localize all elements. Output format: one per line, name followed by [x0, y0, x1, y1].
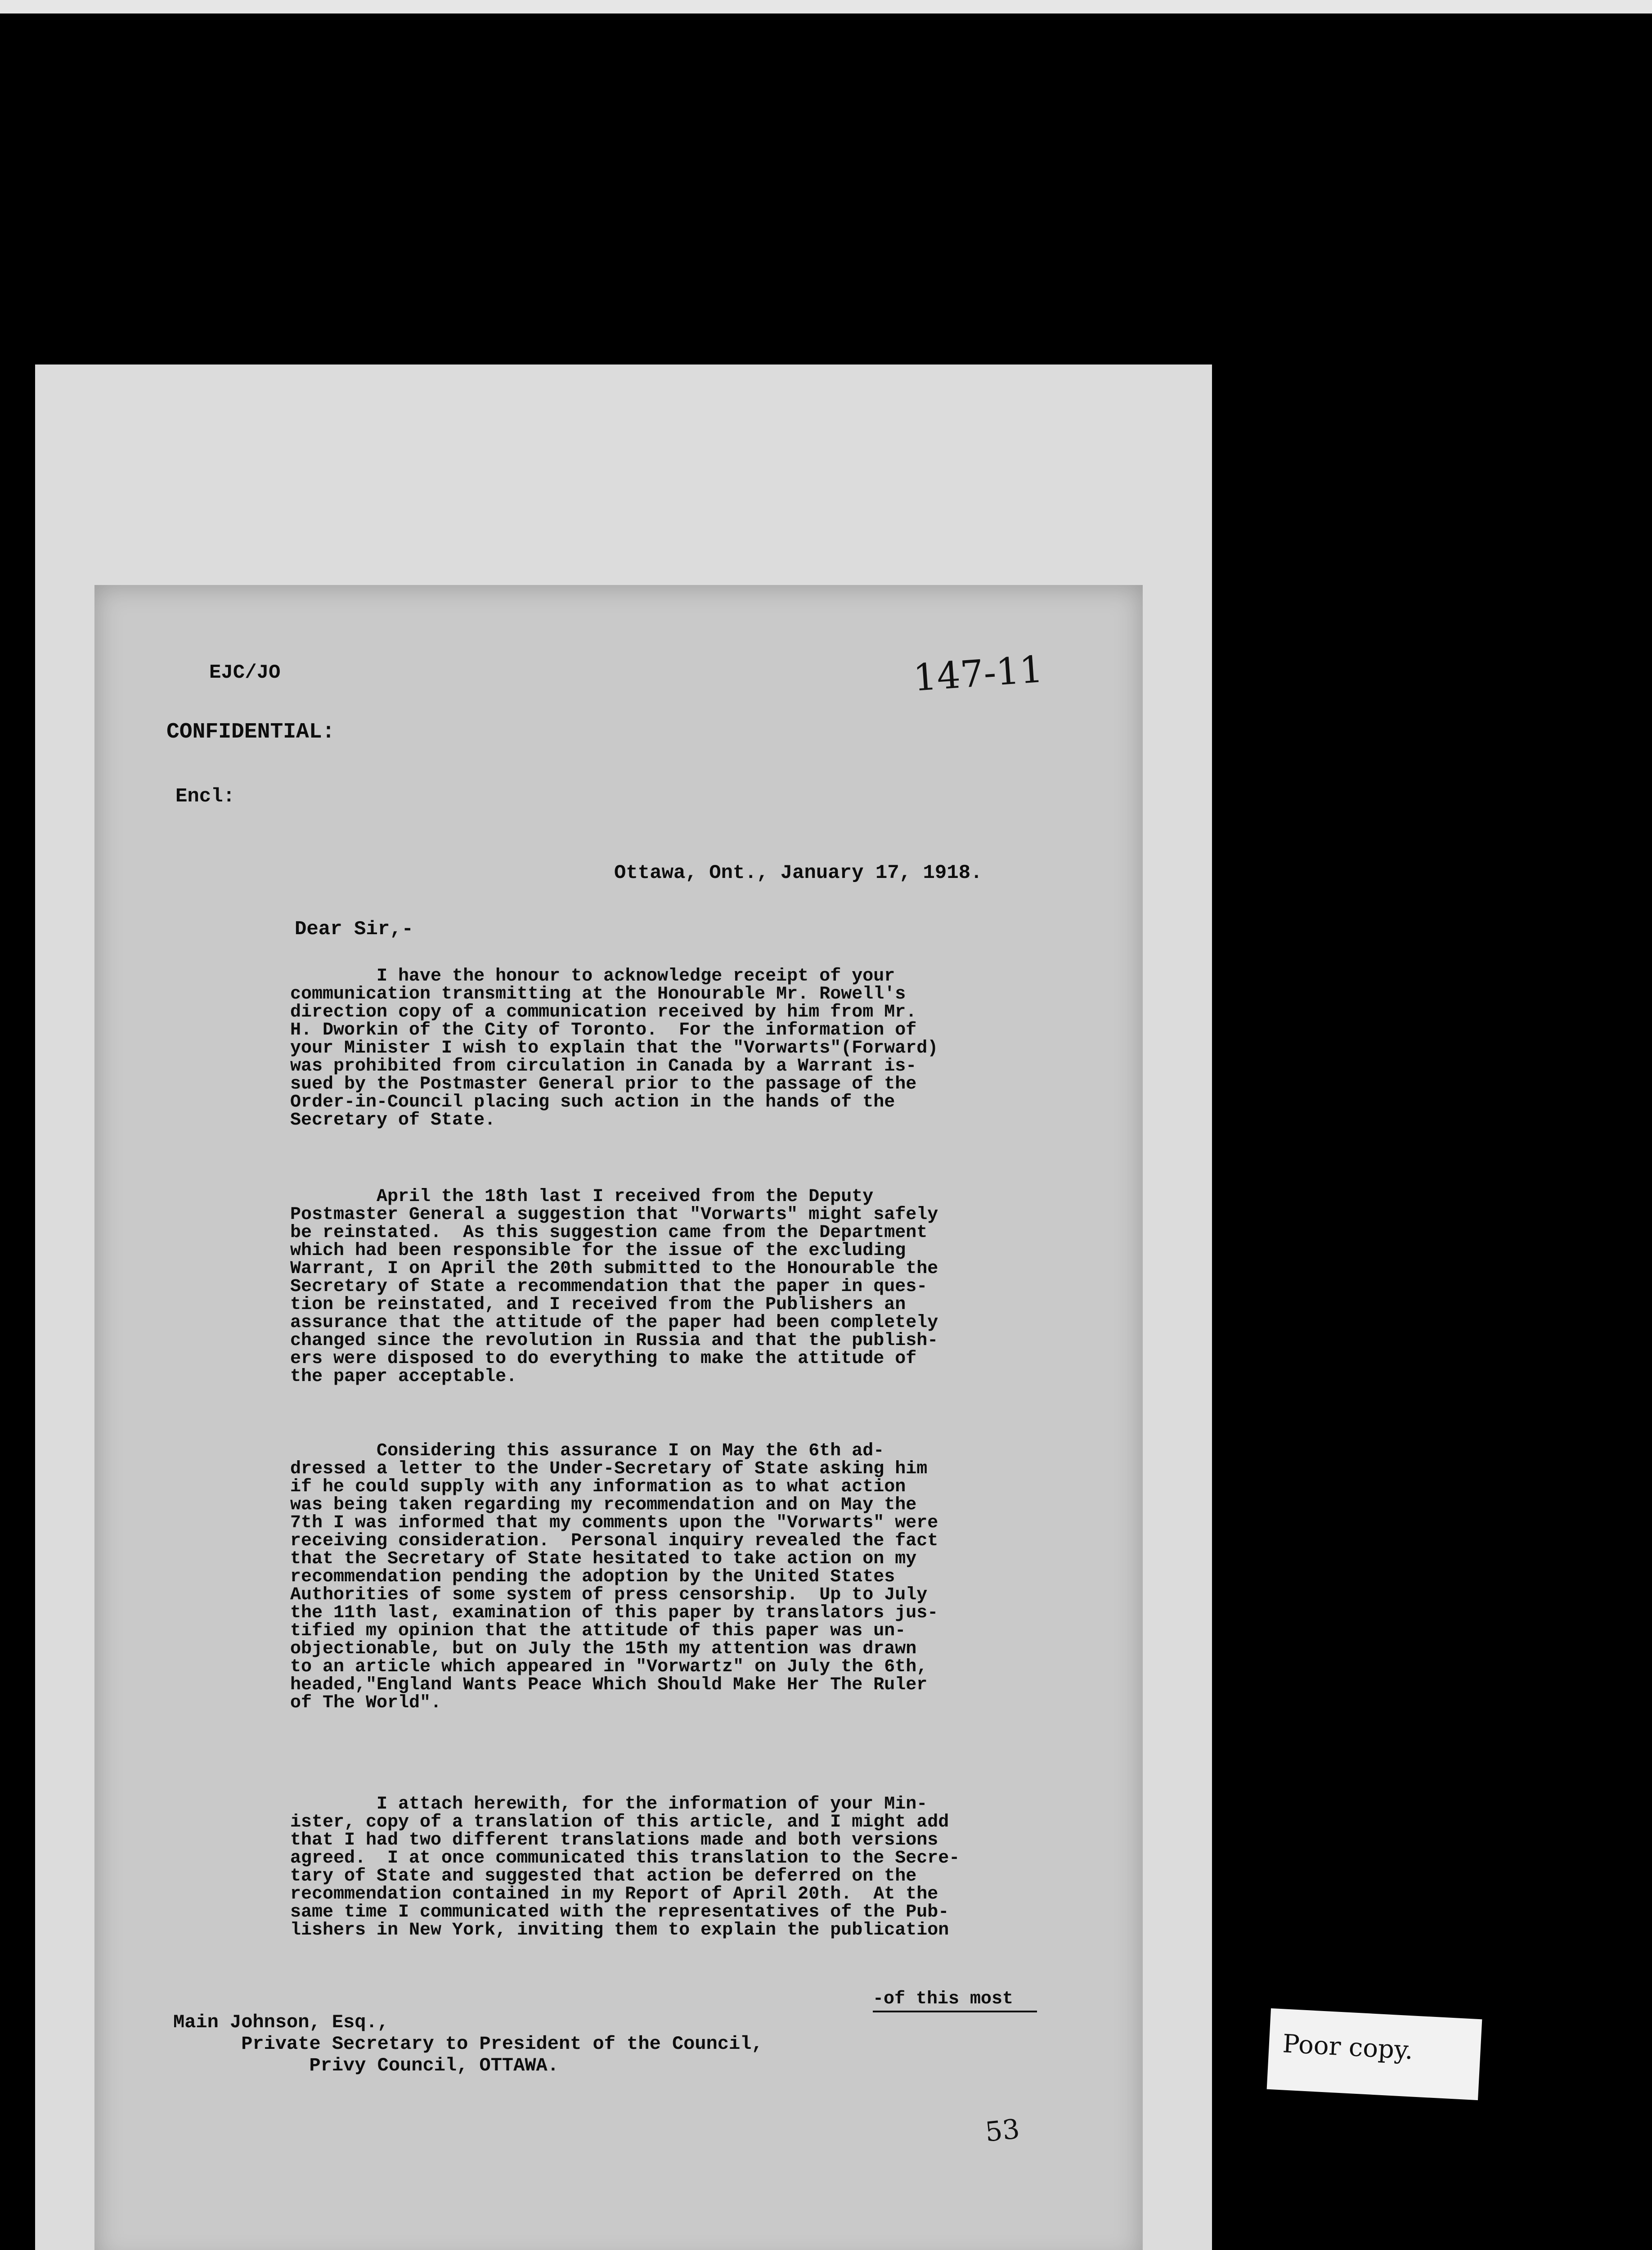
continuation-catchword: -of this most — [873, 1989, 1014, 2009]
poor-copy-text: Poor copy. — [1282, 2029, 1414, 2066]
addressee-block — [173, 2012, 763, 2076]
body-paragraph-4: I attach herewith, for the information of your Min- ister, copy of a translation of this article, and I might add that I had two different translations made and both versions agreed. I at once communicated this translation to the Secre- tary of State and suggested that action be deferred on the recommendation contained in my Report of April 20th. At the same time I communicated with the representatives of the Pub- lishers in New York, inviting them to explain the publication — [290, 1794, 960, 1940]
body-paragraph-1: I have the honour to acknowledge receipt of your communication transmitting at the Honourable Mr. Rowell's direction copy of a communication received by him from Mr. H. Dworkin of the City of Toronto. For the information of your Minister I wish to explain that the "Vorwarts"(Forward) was prohibited from circulation in Canada by a Warrant is- sued by the Postmaster General prior to the passage of the Order-in-Council placing such action in the hands of the Secretary of State. — [290, 966, 938, 1130]
handwritten-page-number: 53 — [983, 2113, 1021, 2148]
body-paragraph-2: April the 18th last I received from the Deputy Postmaster General a suggestion that "Vorwarts" might safely be reinstated. As this suggestion came from the Department which had been responsible for the issue of the excluding Warrant, I on April the 20th submitted to the Honourable the Secretary of State a recommendation that the paper in ques- tion be reinstated, and I received from the Publishers an assurance that the attitude of the paper had been completely changed since the revolution in Russia and that the publish- ers were disposed to do everything to make the attitude of the paper acceptable. — [290, 1187, 938, 1387]
classification-heading: CONFIDENTIAL: — [166, 720, 335, 744]
continuation-underline — [873, 2011, 1037, 2012]
addressee-line-3: Privy Council, OTTAWA. — [173, 2055, 559, 2076]
addressee-line-2: Private Secretary to President of the Council, — [173, 2033, 763, 2055]
salutation: Dear Sir,- — [295, 918, 414, 940]
addressee-line-1: Main Johnson, Esq., — [173, 2012, 389, 2033]
reference-code: EJC/JO — [209, 662, 281, 684]
handwritten-file-number: 147-11 — [912, 648, 1045, 700]
enclosure-note: Encl: — [175, 785, 235, 808]
place-date: Ottawa, Ont., January 17, 1918. — [614, 862, 983, 884]
body-paragraph-3: Considering this assurance I on May the 6th ad- dressed a letter to the Under-Secretary of State asking him if he could supply with any information as to what action was being taken regarding my recommendation and on May the 7th I was informed that my comments upon the "Vorwarts" were receiving consideration. Personal inquiry revealed the fact that the Secretary of State hesitated to take action on my recommendation pending the adoption by the United States Authorities of some system of press censorship. Up to July the 11th last, examination of this paper by translators jus- tified my opinion that the attitude of this paper was un- objectionable, but on July the 15th my attention was drawn to an article which appeared in "Vorwartz" on July the 6th, headed,"England Wants Peace Which Should Make Her The Ruler of The World". — [290, 1441, 938, 1713]
poor-copy-note — [1267, 2008, 1482, 2100]
film-top-edge — [0, 0, 1652, 14]
